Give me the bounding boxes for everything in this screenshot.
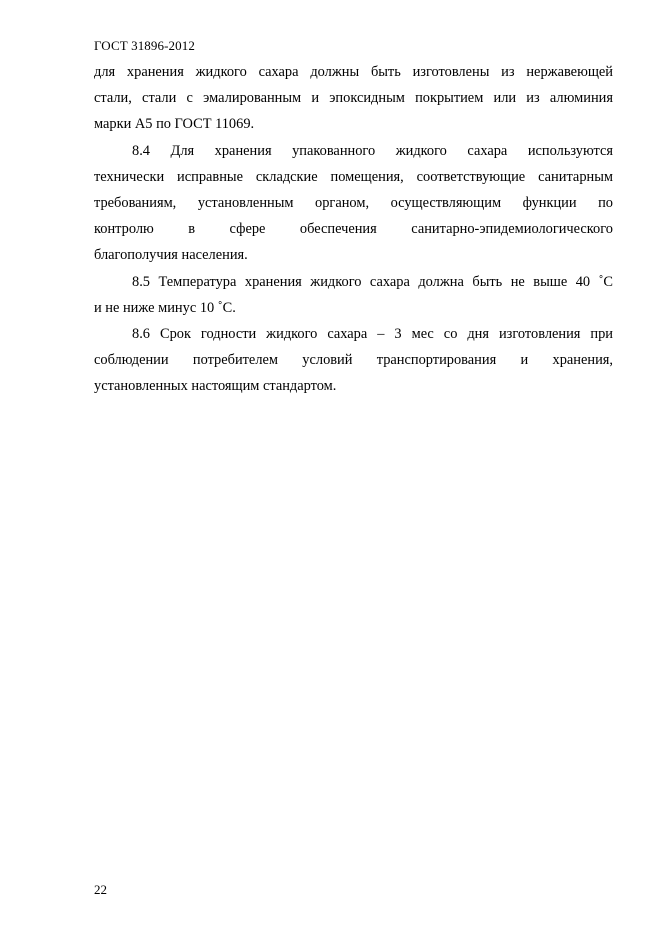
paragraph-8-6-first-line: 8.6 Срок годности жидкого сахара – 3 мес со дня изготовления при [132, 325, 613, 342]
document-header: ГОСТ 31896-2012 [94, 38, 195, 53]
text-line: требованиям, установленным органом, осуществляющим функции по [94, 194, 613, 211]
text-line: и не ниже минус 10 ˚С. [94, 299, 236, 316]
page-number: 22 [94, 882, 107, 897]
text-line: установленных настоящим стандартом. [94, 378, 337, 395]
text-line: контролю в сфере обеспечения санитарно-эпидемиологического [94, 221, 613, 238]
text-line: стали, стали с эмалированным и эпоксидным покрытием или из алюминия [94, 90, 613, 107]
text-line: марки А5 по ГОСТ 11069. [94, 116, 255, 133]
paragraph-8-5-first-line: 8.5 Температура хранения жидкого сахара должна быть не выше 40 ˚С [132, 273, 613, 290]
text-line: технически исправные складские помещения, соответствующие санитарным [94, 168, 613, 185]
text-line: соблюдении потребителем условий транспортирования и хранения, [94, 352, 613, 369]
document-body [94, 59, 613, 399]
text-line: для хранения жидкого сахара должны быть изготовлены из нержавеющей [94, 64, 613, 80]
text-line: благополучия населения. [94, 247, 248, 264]
paragraph-8-4-first-line: 8.4 Для хранения упакованного жидкого сахара используются [132, 142, 613, 159]
